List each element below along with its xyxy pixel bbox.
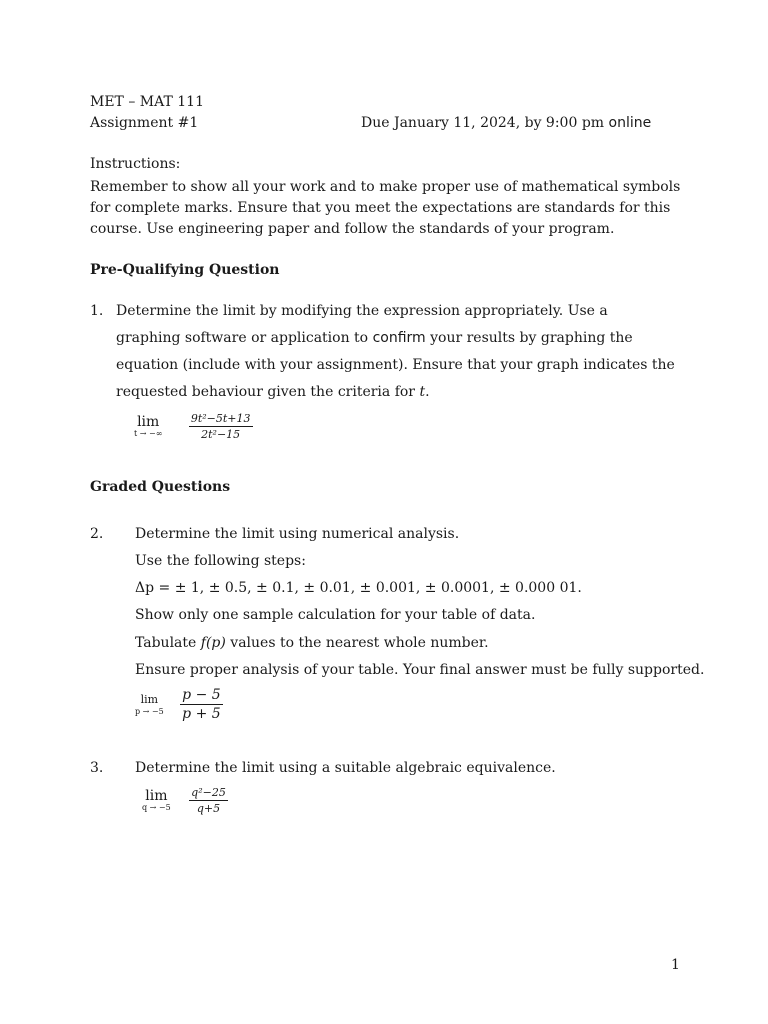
graded-heading: Graded Questions [90, 479, 231, 495]
q3-expression [142, 786, 228, 815]
q1-limit [134, 415, 162, 439]
q2-line5-a: Tabulate [135, 635, 201, 651]
q3-numerator: q²−25 [191, 786, 226, 799]
assignment-title: Assignment #1 [90, 115, 199, 131]
due-date-text: Due January 11, 2024, by 9:00 pm [361, 115, 609, 131]
q2-line4: Show only one sample calculation for your table of data. [135, 607, 536, 623]
q2-line3: Δp = ± 1, ± 0.5, ± 0.1, ± 0.01, ± 0.001, ± 0.0001, ± 0.000 01. [135, 580, 582, 596]
q1-text-a: Determine the limit by modifying the expression appropriately. Use a graphing software or application to [116, 303, 608, 346]
q2-lim-sub: p → −5 [135, 706, 164, 716]
q2-line1: Determine the limit using numerical analysis. [135, 526, 460, 542]
q3-number: 3. [90, 760, 104, 776]
q1-lim-sub: t → −∞ [134, 428, 163, 438]
q2-line5-f: f(p) [200, 635, 226, 651]
q2-numerator: p − 5 [182, 687, 221, 703]
prequal-heading: Pre-Qualifying Question [90, 262, 280, 278]
q2-line6: Ensure proper analysis of your table. Your final answer must be fully supported. [135, 662, 705, 678]
q3-fraction [189, 786, 228, 815]
page-number: 1 [671, 957, 680, 973]
instructions-heading: Instructions: [90, 156, 181, 172]
q3-lim-word: lim [145, 787, 168, 804]
q1-text [116, 298, 676, 406]
q2-line5-b: values to the nearest whole number. [225, 635, 489, 651]
course-code: MET – MAT 111 [90, 94, 204, 110]
q1-text-b: your results by graphing the equation (include with your assignment). Ensure that your graph indicates the requested behaviour given the criteria for [116, 330, 675, 400]
q2-limit [135, 693, 164, 717]
q1-denominator: 2t²−15 [201, 428, 241, 441]
q3-line1: Determine the limit using a suitable algebraic equivalence. [135, 760, 556, 776]
q3-limit [142, 789, 171, 813]
due-date [361, 115, 651, 131]
q1-fraction [189, 412, 253, 441]
q3-lim-sub: q → −5 [142, 802, 171, 812]
q2-number: 2. [90, 526, 104, 542]
due-online: online [608, 115, 652, 131]
q1-var: t [419, 384, 426, 400]
q2-expression [135, 687, 223, 722]
q1-lim-word: lim [137, 413, 160, 430]
q1-expression [134, 412, 253, 441]
q1-confirm: confirm [372, 330, 426, 346]
q2-denominator: p + 5 [182, 706, 221, 722]
q2-lim-word: lim [140, 692, 159, 706]
q2-fraction [180, 687, 223, 722]
instructions-text: Remember to show all your work and to make proper use of mathematical symbols for complete marks. Ensure that you meet the expectations are standards for this course. Use engineering paper and follow the standards of your program. [90, 179, 681, 237]
q1-numerator: 9t²−5t+13 [190, 412, 251, 425]
q2-line2: Use the following steps: [135, 553, 306, 569]
q1-number: 1. [90, 303, 104, 319]
q3-denominator: q+5 [196, 802, 221, 815]
q2-line5 [135, 635, 489, 651]
q1-text-c: . [425, 384, 430, 400]
